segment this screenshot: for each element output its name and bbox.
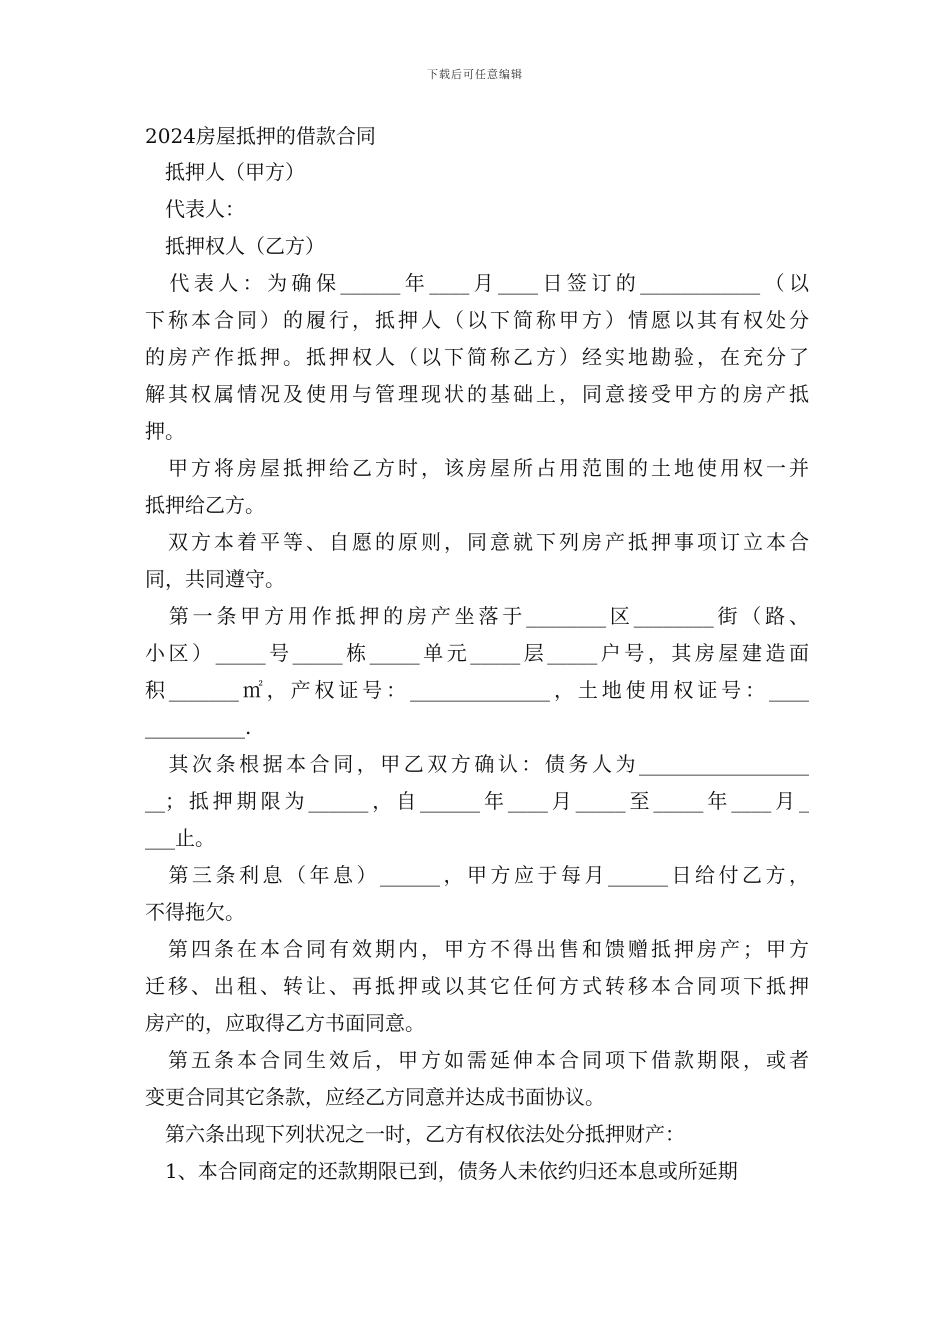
paragraph [145,154,809,191]
paragraph-line: 迁移、出租、转让、再抵押或以其它任何方式转移本合同项下抵押 [145,974,809,998]
paragraph-line: 甲方将房屋抵押给乙方时，该房屋所占用范围的土地使用权一并 [145,456,809,480]
paragraph-line: 第五条本合同生效后，甲方如需延伸本合同项下借款期限，或者 [145,1048,809,1072]
paragraph [145,931,809,1042]
paragraph [145,228,809,265]
paragraph-line: 第六条出现下列状况之一时，乙方有权依法处分抵押财产： [145,1122,685,1146]
paragraph-line: ___止。 [145,826,215,850]
paragraph-line: 小区）_____号_____栋_____单元_____层_____户号，其房屋建造面 [145,641,809,665]
paragraph-line: __；抵押期限为______，自______年____月_____至_____年____月_ [145,789,809,813]
paragraph-line: 抵押给乙方。 [145,493,265,517]
paragraph [145,265,809,450]
paragraph-line: 变更合同其它条款，应经乙方同意并达成书面协议。 [145,1085,605,1109]
paragraph-line: __________. [145,715,252,739]
paragraph-line: 抵押权人（乙方） [145,234,325,258]
paragraphs-container [145,154,809,1190]
header-note: 下载后可任意编辑 [427,68,523,81]
paragraph [145,1116,809,1153]
paragraph [145,191,809,228]
paragraph [145,1153,809,1190]
paragraph [145,450,809,524]
paragraph-line: 其次条根据本合同，甲乙双方确认：债务人为_________________ [145,752,809,776]
paragraph-line: 第三条利息（年息）______，甲方应于每月______日给付乙方， [145,863,809,887]
document-body [145,118,809,1190]
paragraph [145,524,809,598]
paragraph-line: 1、本合同商定的还款期限已到，债务人未依约归还本息或所延期 [145,1159,738,1183]
document-title: 2024房屋抵押的借款合同 [145,124,376,148]
paragraph [145,857,809,931]
paragraph-line: 的房产作抵押。抵押权人（以下简称乙方）经实地勘验，在充分了 [145,345,809,369]
paragraph-line: 不得拖欠。 [145,900,245,924]
paragraph-line: 第一条甲方用作抵押的房产坐落于________区________街（路、 [145,604,809,628]
paragraph-line: 押。 [145,419,185,443]
paragraph [145,598,809,746]
paragraph-line: 房产的，应取得乙方书面同意。 [145,1011,425,1035]
paragraph-line: 积_______㎡，产权证号：______________，土地使用权证号：____ [145,678,809,702]
paragraph-line: 代表人： [145,197,245,221]
paragraph [145,746,809,857]
paragraph-line: 同，共同遵守。 [145,567,285,591]
paragraph-line: 抵押人（甲方） [145,160,305,184]
paragraph-line: 下称本合同）的履行，抵押人（以下简称甲方）情愿以其有权处分 [145,308,809,332]
paragraph-line: 代表人：为确保______年____月____日签订的____________（以 [145,271,809,295]
paragraph-line: 第四条在本合同有效期内，甲方不得出售和馈赠抵押房产；甲方 [145,937,809,961]
paragraph-line: 解其权属情况及使用与管理现状的基础上，同意接受甲方的房产抵 [145,382,809,406]
paragraph-line: 双方本着平等、自愿的原则，同意就下列房产抵押事项订立本合 [145,530,809,554]
paragraph [145,1042,809,1116]
